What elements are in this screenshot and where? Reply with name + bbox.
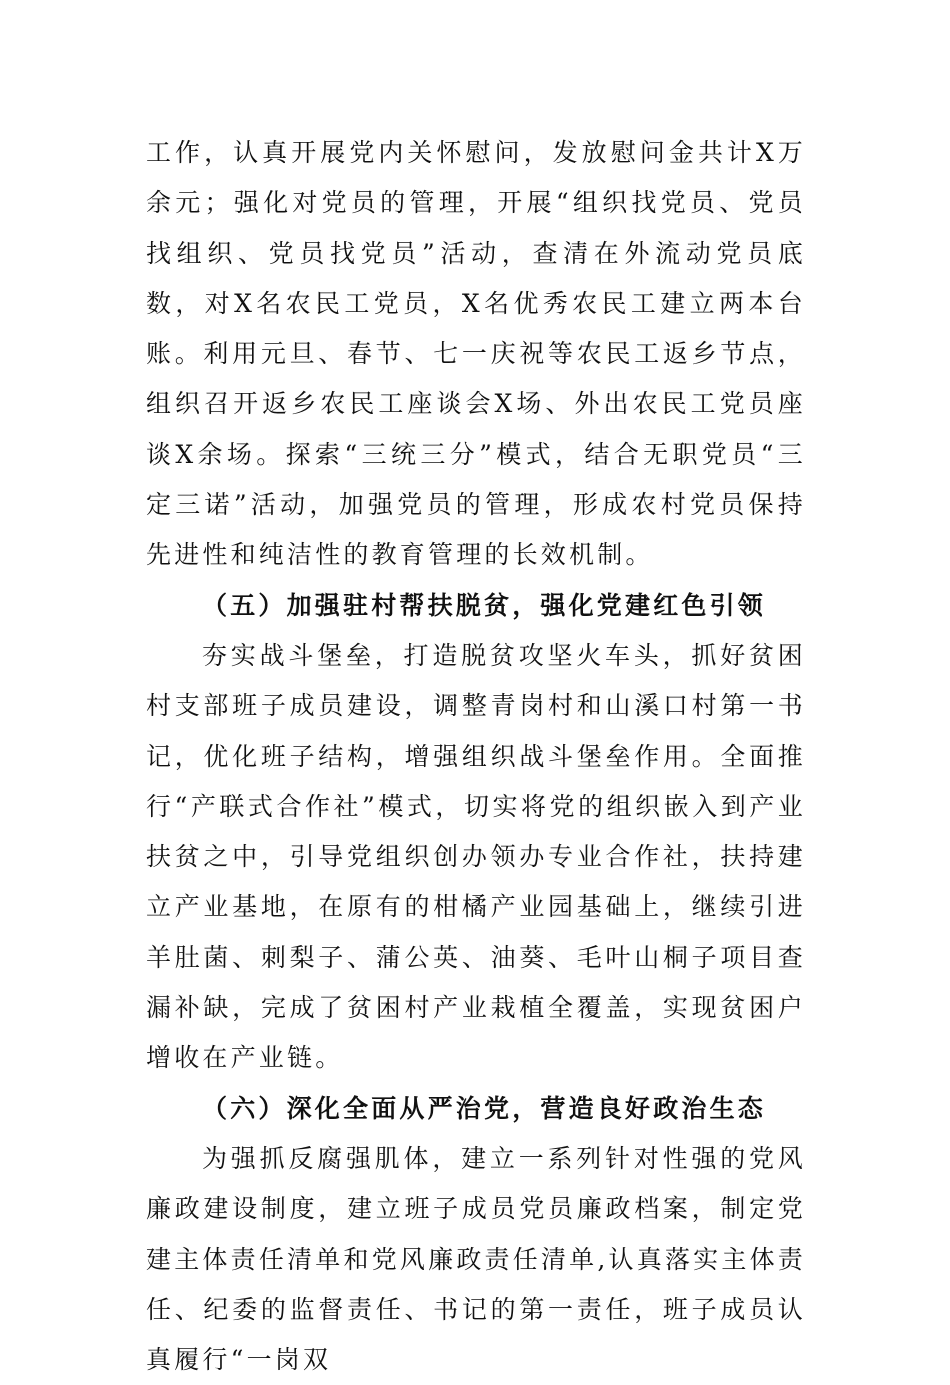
paragraph-strict-governance: 为强抓反腐强肌体，建立一系列针对性强的党风廉政建设制度，建立班子成员党员廉政档案，制定党建主体责任清单和党风廉政责任清单,认真落实主体责任、纪委的监督责任、书记的第一责任，班子成员认真履行“一岗双 (146, 1143, 806, 1375)
paragraph-poverty-alleviation: 夯实战斗堡垒，打造脱贫攻坚火车头，抓好贫困村支部班子成员建设，调整青岗村和山溪口村第一书记，优化班子结构，增强组织战斗堡垒作用。全面推行“产联式合作社”模式，切实将党的组织嵌入到产业扶贫之中，引导党组织创办领办专业合作社，扶持建立产业基地，在原有的柑橘产业园基础上，继续引进羊肚菌、刺梨子、蒲公英、油葵、毛叶山桐子项目查漏补缺，完成了贫困村产业栽植全覆盖，实现贫困户增收在产业链。 (146, 640, 806, 1073)
paragraph-party-care: 工作，认真开展党内关怀慰问，发放慰问金共计X万余元；强化对党员的管理，开展“组织找党员、党员找组织、党员找党员”活动，查清在外流动党员底数，对X名农民工党员，X名优秀农民工建立两本台账。利用元旦、春节、七一庆祝等农民工返乡节点，组织召开返乡农民工座谈会X场、外出农民工党员座谈X余场。探索“三统三分”模式，结合无职党员“三定三诺”活动，加强党员的管理，形成农村党员保持先进性和纯洁性的教育管理的长效机制。 (146, 138, 806, 570)
section-heading-six: （六）深化全面从严治党，营造良好政治生态 (202, 1093, 767, 1123)
document-body (146, 128, 806, 1385)
section-heading-five: （五）加强驻村帮扶脱贫，强化党建红色引领 (202, 590, 767, 620)
